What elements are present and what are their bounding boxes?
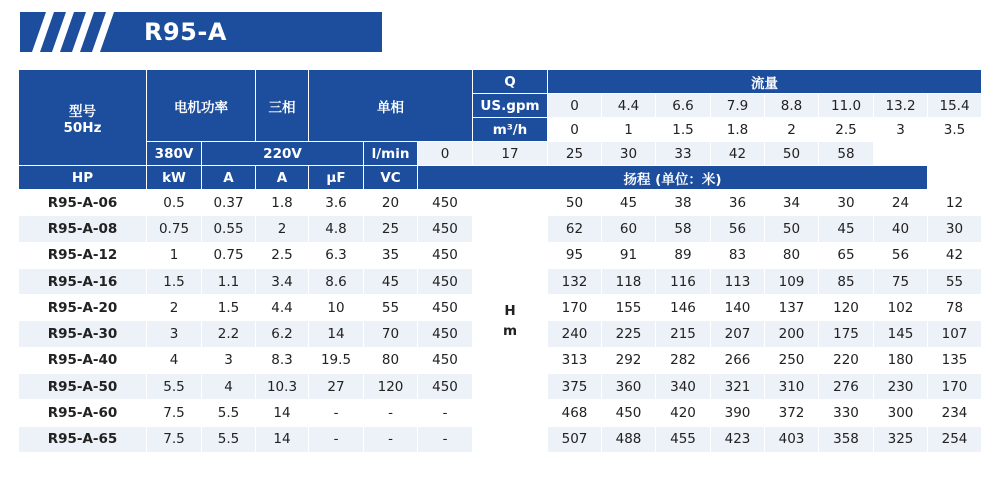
capacitor-vc: 450 (418, 295, 473, 321)
current-three-phase: 2.5 (256, 242, 309, 268)
voltage-380-header: 380V (147, 142, 202, 166)
unit-a-three-phase: A (202, 166, 256, 190)
head-value: 45 (602, 190, 656, 216)
head-value: 36 (711, 190, 765, 216)
capacitor-uf: 120 (364, 374, 418, 400)
title-banner (20, 12, 382, 52)
head-value: 292 (602, 347, 656, 373)
power-hp: 5.5 (147, 374, 202, 400)
model-header (19, 70, 147, 166)
current-three-phase: 6.2 (256, 321, 309, 347)
head-value: 120 (819, 295, 874, 321)
model-name: R95-A-08 (19, 216, 147, 242)
head-value: 300 (874, 400, 928, 426)
head-value: 450 (602, 400, 656, 426)
head-value: 325 (874, 426, 928, 452)
model-name: R95-A-40 (19, 347, 147, 373)
head-value: 225 (602, 321, 656, 347)
head-value: 507 (548, 426, 602, 452)
current-single-phase: - (309, 426, 364, 452)
header-row-gpm (19, 70, 982, 94)
head-value: 240 (548, 321, 602, 347)
flow-value: 58 (819, 142, 874, 166)
current-three-phase: 1.8 (256, 190, 309, 216)
head-value: 375 (548, 374, 602, 400)
head-value: 58 (656, 216, 711, 242)
head-value: 310 (765, 374, 819, 400)
power-kw: 3 (202, 347, 256, 373)
head-value: 102 (874, 295, 928, 321)
table-row (19, 190, 982, 216)
page-title: R95-A (144, 18, 227, 46)
current-single-phase: 10 (309, 295, 364, 321)
head-value: 56 (711, 216, 765, 242)
unit-a-single-phase: A (256, 166, 309, 190)
flow-value: 0 (548, 94, 602, 118)
flow-value: 4.4 (602, 94, 656, 118)
head-value: 118 (602, 268, 656, 294)
head-value: 423 (711, 426, 765, 452)
head-value: 62 (548, 216, 602, 242)
head-value: 420 (656, 400, 711, 426)
head-value: 358 (819, 426, 874, 452)
current-three-phase: 3.4 (256, 268, 309, 294)
head-value: 266 (711, 347, 765, 373)
head-value: 109 (765, 268, 819, 294)
current-three-phase: 14 (256, 426, 309, 452)
capacitor-vc: 450 (418, 347, 473, 373)
power-kw: 1.5 (202, 295, 256, 321)
power-hp: 0.5 (147, 190, 202, 216)
power-kw: 2.2 (202, 321, 256, 347)
motor-power-header: 电机功率 (147, 70, 256, 142)
head-value: 488 (602, 426, 656, 452)
capacitor-uf: - (364, 426, 418, 452)
unit-kw: kW (147, 166, 202, 190)
head-value: 372 (765, 400, 819, 426)
head-value: 146 (656, 295, 711, 321)
power-hp: 3 (147, 321, 202, 347)
current-single-phase: 14 (309, 321, 364, 347)
unit-uf: μF (309, 166, 364, 190)
current-three-phase: 2 (256, 216, 309, 242)
flow-value: 25 (548, 142, 602, 166)
flow-value: 15.4 (928, 94, 982, 118)
capacitor-vc: 450 (418, 321, 473, 347)
current-three-phase: 4.4 (256, 295, 309, 321)
model-name: R95-A-20 (19, 295, 147, 321)
flow-value: 3 (874, 118, 928, 142)
head-value: 207 (711, 321, 765, 347)
current-single-phase: 19.5 (309, 347, 364, 373)
hm-unit-cell (473, 190, 548, 453)
capacitor-uf: 20 (364, 190, 418, 216)
flow-value: 6.6 (656, 94, 711, 118)
head-value: 34 (765, 190, 819, 216)
head-value: 155 (602, 295, 656, 321)
power-kw: 5.5 (202, 426, 256, 452)
head-value: 313 (548, 347, 602, 373)
head-value: 234 (928, 400, 982, 426)
power-hp: 7.5 (147, 426, 202, 452)
head-value: 220 (819, 347, 874, 373)
q-header: Q (473, 70, 548, 94)
head-value: 360 (602, 374, 656, 400)
capacitor-uf: 25 (364, 216, 418, 242)
flow-row (19, 142, 982, 166)
model-name: R95-A-06 (19, 190, 147, 216)
head-value: 340 (656, 374, 711, 400)
current-three-phase: 10.3 (256, 374, 309, 400)
head-value: 276 (819, 374, 874, 400)
head-value: 254 (928, 426, 982, 452)
flow-value: 42 (711, 142, 765, 166)
head-value: 78 (928, 295, 982, 321)
head-value: 282 (656, 347, 711, 373)
flow-value: 1.5 (656, 118, 711, 142)
capacitor-vc: 450 (418, 268, 473, 294)
unit-hp: HP (19, 166, 147, 190)
head-value: 55 (928, 268, 982, 294)
flow-value: 30 (602, 142, 656, 166)
head-value: 116 (656, 268, 711, 294)
flow-value: 2 (765, 118, 819, 142)
capacitor-uf: 35 (364, 242, 418, 268)
capacitor-vc: 450 (418, 374, 473, 400)
flow-value: 13.2 (874, 94, 928, 118)
current-single-phase: 3.6 (309, 190, 364, 216)
hm-unit-m: m (502, 322, 518, 339)
three-phase-header: 三相 (256, 70, 309, 142)
power-hp: 7.5 (147, 400, 202, 426)
spec-table (18, 69, 982, 453)
head-value: 75 (874, 268, 928, 294)
capacitor-vc: 450 (418, 190, 473, 216)
capacitor-vc: 450 (418, 216, 473, 242)
head-value: 330 (819, 400, 874, 426)
head-value: 200 (765, 321, 819, 347)
flow-value: 33 (656, 142, 711, 166)
capacitor-uf: 80 (364, 347, 418, 373)
power-kw: 0.55 (202, 216, 256, 242)
head-value: 175 (819, 321, 874, 347)
flow-header: 流量 (548, 70, 982, 94)
capacitor-vc: 450 (418, 242, 473, 268)
head-header: 扬程 (单位：米) (418, 166, 928, 190)
head-value: 42 (928, 242, 982, 268)
current-three-phase: 8.3 (256, 347, 309, 373)
head-value: 135 (928, 347, 982, 373)
flow-value: 50 (765, 142, 819, 166)
head-value: 390 (711, 400, 765, 426)
power-kw: 5.5 (202, 400, 256, 426)
capacitor-uf: 70 (364, 321, 418, 347)
head-value: 95 (548, 242, 602, 268)
model-name: R95-A-50 (19, 374, 147, 400)
flow-value: 11.0 (819, 94, 874, 118)
units-header-row (19, 166, 982, 190)
head-value: 56 (874, 242, 928, 268)
capacitor-uf: 45 (364, 268, 418, 294)
current-single-phase: 4.8 (309, 216, 364, 242)
head-value: 89 (656, 242, 711, 268)
head-value: 60 (602, 216, 656, 242)
head-value: 30 (928, 216, 982, 242)
power-kw: 0.75 (202, 242, 256, 268)
head-value: 12 (928, 190, 982, 216)
head-value: 145 (874, 321, 928, 347)
flow-value: 7.9 (711, 94, 765, 118)
power-hp: 1 (147, 242, 202, 268)
flow-value: 1 (602, 118, 656, 142)
current-single-phase: - (309, 400, 364, 426)
capacitor-uf: 55 (364, 295, 418, 321)
power-hp: 1.5 (147, 268, 202, 294)
flow-unit-label: m³/h (473, 118, 548, 142)
flow-value: 1.8 (711, 118, 765, 142)
hm-unit-h: H (504, 302, 516, 319)
unit-vc: VC (364, 166, 418, 190)
power-hp: 2 (147, 295, 202, 321)
power-hp: 0.75 (147, 216, 202, 242)
current-single-phase: 27 (309, 374, 364, 400)
head-value: 113 (711, 268, 765, 294)
flow-value: 8.8 (765, 94, 819, 118)
head-value: 50 (548, 190, 602, 216)
current-single-phase: 8.6 (309, 268, 364, 294)
power-hp: 4 (147, 347, 202, 373)
head-value: 83 (711, 242, 765, 268)
head-value: 38 (656, 190, 711, 216)
model-name: R95-A-16 (19, 268, 147, 294)
flow-value: 17 (473, 142, 548, 166)
flow-unit-label: l/min (364, 142, 418, 166)
flow-value: 3.5 (928, 118, 982, 142)
head-value: 180 (874, 347, 928, 373)
model-name: R95-A-12 (19, 242, 147, 268)
flow-value: 2.5 (819, 118, 874, 142)
flow-value: 0 (548, 118, 602, 142)
model-name: R95-A-30 (19, 321, 147, 347)
model-name: R95-A-60 (19, 400, 147, 426)
head-value: 455 (656, 426, 711, 452)
current-single-phase: 6.3 (309, 242, 364, 268)
model-name: R95-A-65 (19, 426, 147, 452)
head-value: 170 (928, 374, 982, 400)
power-kw: 4 (202, 374, 256, 400)
power-kw: 1.1 (202, 268, 256, 294)
head-value: 107 (928, 321, 982, 347)
head-value: 403 (765, 426, 819, 452)
head-value: 50 (765, 216, 819, 242)
head-value: 30 (819, 190, 874, 216)
power-kw: 0.37 (202, 190, 256, 216)
head-value: 80 (765, 242, 819, 268)
head-value: 40 (874, 216, 928, 242)
single-phase-header: 单相 (309, 70, 473, 142)
head-value: 45 (819, 216, 874, 242)
head-value: 250 (765, 347, 819, 373)
flow-unit-label: US.gpm (473, 94, 548, 118)
hz-label: 50Hz (63, 119, 102, 136)
head-value: 468 (548, 400, 602, 426)
head-value: 65 (819, 242, 874, 268)
capacitor-vc: - (418, 426, 473, 452)
head-value: 132 (548, 268, 602, 294)
head-value: 137 (765, 295, 819, 321)
head-value: 140 (711, 295, 765, 321)
capacitor-uf: - (364, 400, 418, 426)
head-value: 24 (874, 190, 928, 216)
head-value: 215 (656, 321, 711, 347)
current-three-phase: 14 (256, 400, 309, 426)
head-value: 91 (602, 242, 656, 268)
flow-value: 0 (418, 142, 473, 166)
head-value: 321 (711, 374, 765, 400)
capacitor-vc: - (418, 400, 473, 426)
head-value: 170 (548, 295, 602, 321)
model-label: 型号 (69, 103, 96, 120)
head-value: 230 (874, 374, 928, 400)
head-value: 85 (819, 268, 874, 294)
voltage-220-header: 220V (202, 142, 364, 166)
